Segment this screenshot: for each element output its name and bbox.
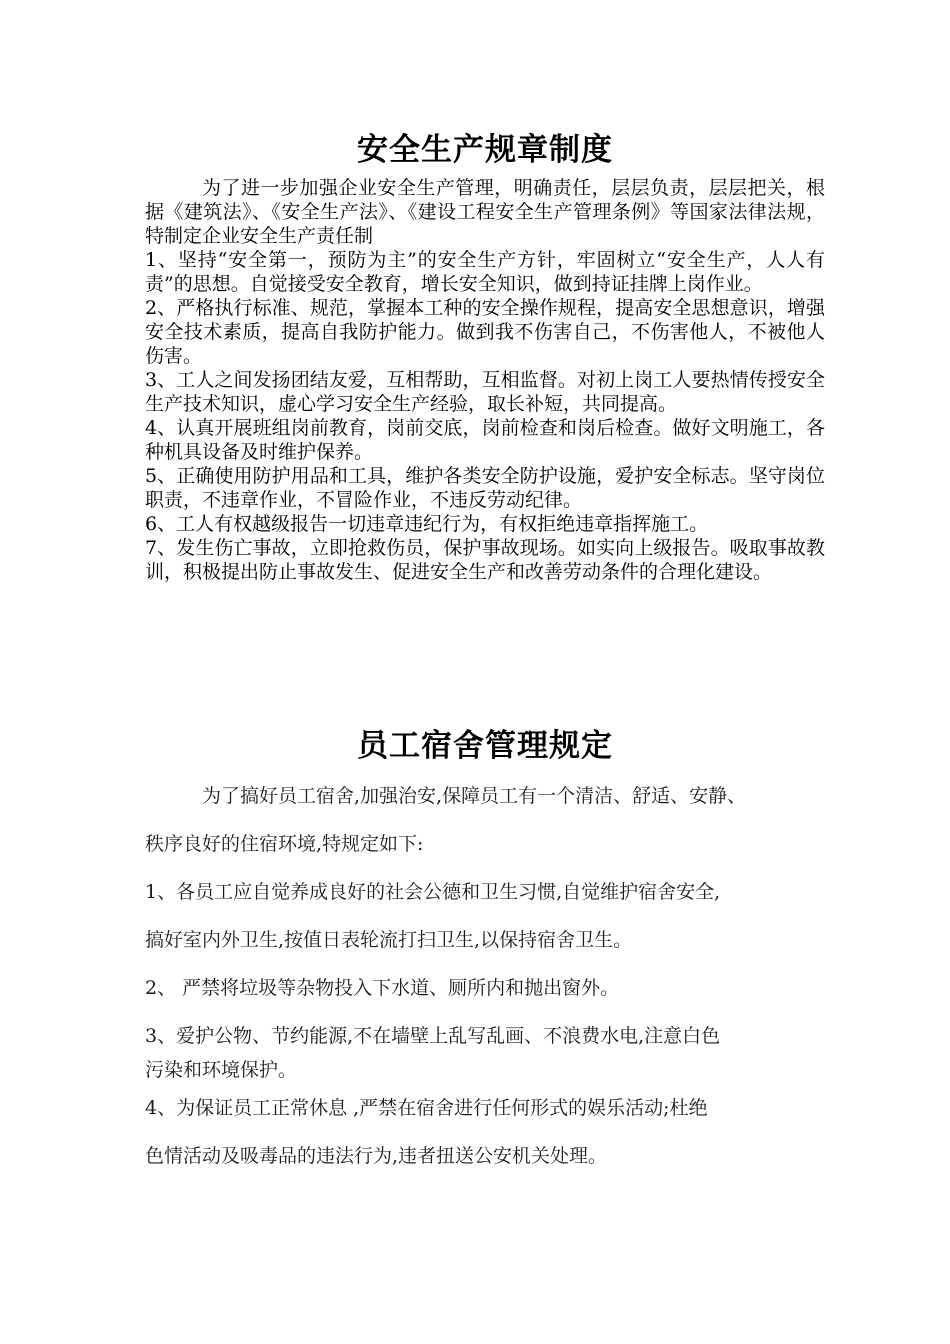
safety-rule-item: 1、坚持“安全第一，预防为主”的安全生产方针，牢固树立“安全生产，人人有责”的思想。自觉接受安全教育，增长安全知识，做到持证挂牌上岗作业。 [145, 249, 825, 295]
dormitory-rules-line: 污染和环境保护。 [145, 1059, 298, 1081]
safety-rule-item: 2、严格执行标准、规范，掌握本工种的安全操作规程，提高安全思想意识，增强安全技术素质，提高自我防护能力。做到我不伤害自己，不伤害他人，不被他人伤害。 [145, 297, 825, 367]
safety-rule-item: 3、工人之间发扬团结友爱，互相帮助，互相监督。对初上岗工人要热情传授安全生产技术知识，虚心学习安全生产经验，取长补短，共同提高。 [145, 369, 825, 415]
safety-rule-item: 7、发生伤亡事故，立即抢救伤员，保护事故现场。如实向上级报告。吸取事故教训，积极提出防止事故发生、促进安全生产和改善劳动条件的合理化建设。 [145, 537, 825, 583]
dormitory-rules-line: 色情活动及吸毒品的违法行为,违者扭送公安机关处理。 [145, 1145, 608, 1167]
dormitory-rules-line: 4、为保证员工正常休息 ,严禁在宿舍进行任何形式的娱乐活动;杜绝 [145, 1097, 708, 1119]
safety-rule-item: 5、正确使用防护用品和工具，维护各类安全防护设施，爱护安全标志。坚守岗位职责，不违章作业，不冒险作业，不违反劳动纪律。 [145, 465, 825, 511]
dormitory-rules-section [145, 724, 825, 1168]
dormitory-rules-line: 1、各员工应自觉养成良好的社会公德和卫生习惯,自觉维护宿舍安全, [145, 881, 721, 903]
dormitory-rules-title: 员工宿舍管理规定 [357, 728, 613, 764]
safety-rule-item: 6、工人有权越级报告一切违章违纪行为，有权拒绝违章指挥施工。 [145, 513, 709, 535]
safety-rules-section [145, 128, 825, 584]
dormitory-rules-line: 为了搞好员工宿舍,加强治安,保障员工有一个清洁、舒适、安静、 [202, 785, 747, 807]
safety-rules-intro: 为了进一步加强企业安全生产管理，明确责任，层层负责，层层把关，根据《建筑法》、《安全生产法》、《建设工程安全生产管理条例》等国家法律法规，特制定企业安全生产责任制 [145, 177, 825, 247]
dormitory-rules-line: 2、 严禁将垃圾等杂物投入下水道、厕所内和抛出窗外。 [145, 977, 620, 999]
dormitory-rules-line: 搞好室内外卫生,按值日表轮流打扫卫生,以保持宿舍卫生。 [145, 929, 633, 951]
safety-rule-item: 4、认真开展班组岗前教育，岗前交底，岗前检查和岗后检查。做好文明施工，各种机具设备及时维护保养。 [145, 417, 825, 463]
dormitory-rules-line: 秩序良好的住宿环境,特规定如下: [145, 833, 424, 855]
safety-rules-title: 安全生产规章制度 [357, 132, 613, 168]
dormitory-rules-line: 3、爱护公物、节约能源,不在墙壁上乱写乱画、不浪费水电,注意白色 [145, 1025, 721, 1047]
